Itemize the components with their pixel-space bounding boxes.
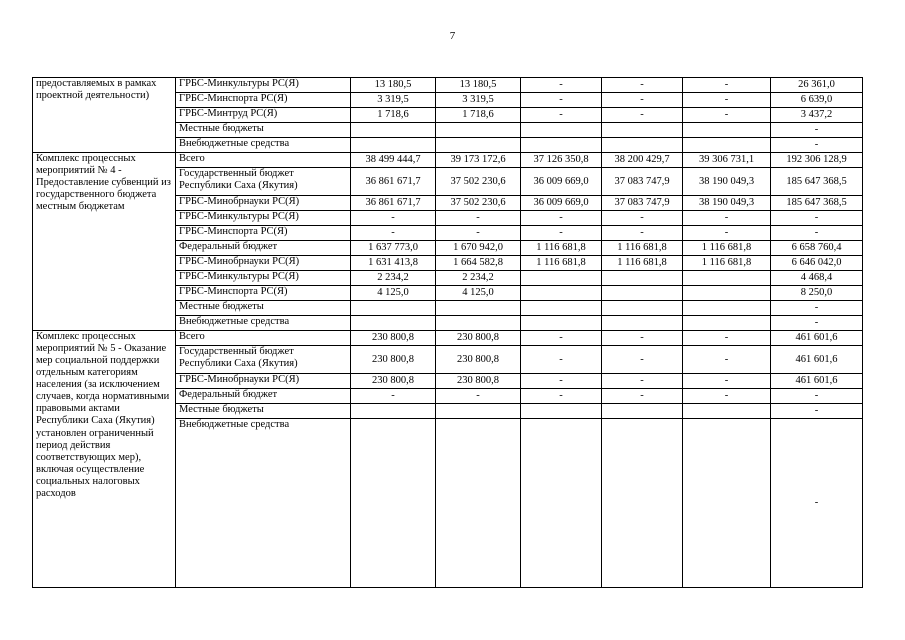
- funding-source-cell: Федеральный бюджет: [176, 241, 351, 256]
- year-value-cell: 230 800,8: [351, 331, 436, 346]
- year-value-cell: -: [683, 226, 771, 241]
- funding-source-cell: ГРБС-Минобрнауки РС(Я): [176, 196, 351, 211]
- year-value-cell: 1 718,6: [436, 108, 521, 123]
- year-value-cell: [602, 404, 683, 419]
- year-value-cell: [683, 138, 771, 153]
- year-value-cell: -: [351, 226, 436, 241]
- year-value-cell: [602, 123, 683, 138]
- year-value-cell: 13 180,5: [436, 78, 521, 93]
- year-value-cell: [683, 123, 771, 138]
- table-row: [33, 153, 863, 168]
- year-value-cell: [436, 419, 521, 588]
- year-value-cell: 36 861 671,7: [351, 168, 436, 196]
- year-value-cell: -: [521, 389, 602, 404]
- total-value-cell: 6 639,0: [771, 93, 863, 108]
- year-value-cell: 230 800,8: [351, 346, 436, 374]
- year-value-cell: [683, 301, 771, 316]
- year-value-cell: 1 116 681,8: [683, 256, 771, 271]
- year-value-cell: [602, 271, 683, 286]
- year-value-cell: 1 631 413,8: [351, 256, 436, 271]
- funding-source-cell: ГРБС-Минспорта РС(Я): [176, 93, 351, 108]
- year-value-cell: 230 800,8: [351, 374, 436, 389]
- year-value-cell: -: [521, 331, 602, 346]
- year-value-cell: -: [683, 389, 771, 404]
- funding-source-cell: Всего: [176, 331, 351, 346]
- year-value-cell: [521, 138, 602, 153]
- year-value-cell: -: [521, 93, 602, 108]
- funding-source-cell: ГРБС-Минобрнауки РС(Я): [176, 374, 351, 389]
- year-value-cell: [521, 286, 602, 301]
- year-value-cell: [602, 138, 683, 153]
- year-value-cell: [521, 271, 602, 286]
- funding-source-cell: Всего: [176, 153, 351, 168]
- program-name-cell: предоставляемых в рамках проектной деятельности): [33, 78, 176, 153]
- year-value-cell: 4 125,0: [351, 286, 436, 301]
- year-value-cell: 230 800,8: [436, 374, 521, 389]
- total-value-cell: -: [771, 419, 863, 588]
- year-value-cell: 38 200 429,7: [602, 153, 683, 168]
- year-value-cell: -: [683, 93, 771, 108]
- year-value-cell: 1 116 681,8: [602, 241, 683, 256]
- year-value-cell: 37 126 350,8: [521, 153, 602, 168]
- funding-source-cell: ГРБС-Минкультуры РС(Я): [176, 271, 351, 286]
- total-value-cell: 4 468,4: [771, 271, 863, 286]
- year-value-cell: -: [351, 211, 436, 226]
- year-value-cell: -: [602, 211, 683, 226]
- year-value-cell: -: [521, 346, 602, 374]
- funding-source-cell: Внебюджетные средства: [176, 419, 351, 588]
- year-value-cell: 37 083 747,9: [602, 168, 683, 196]
- year-value-cell: 36 009 669,0: [521, 196, 602, 211]
- year-value-cell: 1 718,6: [351, 108, 436, 123]
- year-value-cell: [683, 404, 771, 419]
- funding-source-cell: Местные бюджеты: [176, 123, 351, 138]
- budget-table: [32, 77, 863, 588]
- year-value-cell: -: [683, 78, 771, 93]
- year-value-cell: -: [683, 211, 771, 226]
- year-value-cell: 1 116 681,8: [521, 241, 602, 256]
- year-value-cell: [351, 138, 436, 153]
- year-value-cell: [683, 419, 771, 588]
- year-value-cell: -: [436, 211, 521, 226]
- year-value-cell: 3 319,5: [351, 93, 436, 108]
- year-value-cell: 1 116 681,8: [521, 256, 602, 271]
- year-value-cell: -: [683, 331, 771, 346]
- year-value-cell: [683, 286, 771, 301]
- year-value-cell: [351, 404, 436, 419]
- year-value-cell: [351, 301, 436, 316]
- year-value-cell: 230 800,8: [436, 346, 521, 374]
- funding-source-cell: Внебюджетные средства: [176, 316, 351, 331]
- year-value-cell: 4 125,0: [436, 286, 521, 301]
- total-value-cell: 192 306 128,9: [771, 153, 863, 168]
- year-value-cell: [436, 301, 521, 316]
- year-value-cell: [351, 316, 436, 331]
- year-value-cell: [521, 123, 602, 138]
- year-value-cell: 39 306 731,1: [683, 153, 771, 168]
- total-value-cell: 6 658 760,4: [771, 241, 863, 256]
- year-value-cell: -: [683, 346, 771, 374]
- funding-source-cell: Внебюджетные средства: [176, 138, 351, 153]
- year-value-cell: [521, 404, 602, 419]
- year-value-cell: -: [351, 389, 436, 404]
- year-value-cell: 38 190 049,3: [683, 196, 771, 211]
- year-value-cell: 36 861 671,7: [351, 196, 436, 211]
- year-value-cell: 37 502 230,6: [436, 168, 521, 196]
- year-value-cell: [602, 316, 683, 331]
- year-value-cell: [351, 419, 436, 588]
- funding-source-cell: ГРБС-Минспорта РС(Я): [176, 226, 351, 241]
- year-value-cell: -: [521, 78, 602, 93]
- total-value-cell: 461 601,6: [771, 331, 863, 346]
- year-value-cell: [602, 301, 683, 316]
- total-value-cell: -: [771, 316, 863, 331]
- year-value-cell: 1 116 681,8: [602, 256, 683, 271]
- year-value-cell: -: [602, 226, 683, 241]
- total-value-cell: 461 601,6: [771, 374, 863, 389]
- year-value-cell: 1 637 773,0: [351, 241, 436, 256]
- year-value-cell: 13 180,5: [351, 78, 436, 93]
- funding-source-cell: Местные бюджеты: [176, 404, 351, 419]
- year-value-cell: -: [683, 108, 771, 123]
- year-value-cell: 39 173 172,6: [436, 153, 521, 168]
- year-value-cell: [602, 286, 683, 301]
- total-value-cell: 185 647 368,5: [771, 196, 863, 211]
- funding-source-cell: Местные бюджеты: [176, 301, 351, 316]
- total-value-cell: -: [771, 389, 863, 404]
- year-value-cell: 37 502 230,6: [436, 196, 521, 211]
- year-value-cell: [436, 123, 521, 138]
- funding-source-cell: ГРБС-Минобрнауки РС(Я): [176, 256, 351, 271]
- funding-source-cell: Государственный бюджет Республики Саха (Якутия): [176, 168, 351, 196]
- year-value-cell: 37 083 747,9: [602, 196, 683, 211]
- table-row: [33, 331, 863, 346]
- year-value-cell: -: [683, 374, 771, 389]
- total-value-cell: -: [771, 138, 863, 153]
- year-value-cell: [436, 404, 521, 419]
- year-value-cell: [351, 123, 436, 138]
- year-value-cell: -: [602, 331, 683, 346]
- total-value-cell: -: [771, 123, 863, 138]
- year-value-cell: 38 499 444,7: [351, 153, 436, 168]
- year-value-cell: -: [602, 389, 683, 404]
- year-value-cell: 1 664 582,8: [436, 256, 521, 271]
- page-number: 7: [449, 30, 456, 42]
- funding-source-cell: ГРБС-Минкультуры РС(Я): [176, 211, 351, 226]
- funding-source-cell: Государственный бюджет Республики Саха (Якутия): [176, 346, 351, 374]
- year-value-cell: 36 009 669,0: [521, 168, 602, 196]
- total-value-cell: 461 601,6: [771, 346, 863, 374]
- year-value-cell: [602, 419, 683, 588]
- year-value-cell: 1 116 681,8: [683, 241, 771, 256]
- year-value-cell: -: [436, 226, 521, 241]
- year-value-cell: 38 190 049,3: [683, 168, 771, 196]
- year-value-cell: -: [521, 108, 602, 123]
- year-value-cell: -: [521, 211, 602, 226]
- total-value-cell: 26 361,0: [771, 78, 863, 93]
- year-value-cell: -: [602, 93, 683, 108]
- year-value-cell: -: [602, 346, 683, 374]
- table-row: [33, 78, 863, 93]
- year-value-cell: 2 234,2: [351, 271, 436, 286]
- total-value-cell: 6 646 042,0: [771, 256, 863, 271]
- total-value-cell: 3 437,2: [771, 108, 863, 123]
- funding-source-cell: Федеральный бюджет: [176, 389, 351, 404]
- year-value-cell: -: [602, 78, 683, 93]
- year-value-cell: -: [521, 374, 602, 389]
- year-value-cell: 2 234,2: [436, 271, 521, 286]
- year-value-cell: [521, 419, 602, 588]
- year-value-cell: -: [602, 374, 683, 389]
- total-value-cell: -: [771, 211, 863, 226]
- year-value-cell: 3 319,5: [436, 93, 521, 108]
- year-value-cell: [436, 316, 521, 331]
- year-value-cell: [436, 138, 521, 153]
- program-name-cell: Комплекс процессных мероприятий № 5 - Оказание мер социальной поддержки отдельным категориям населения (за исключением случаев, когда нормативными правовыми актами Республики Саха (Якутия) установлен ограниченный период действия соответствующих мер), включая осуществление социальных налоговых расходов: [33, 331, 176, 588]
- budget-table-body: [33, 78, 863, 588]
- year-value-cell: [521, 301, 602, 316]
- funding-source-cell: ГРБС-Минтруд РС(Я): [176, 108, 351, 123]
- total-value-cell: 8 250,0: [771, 286, 863, 301]
- total-value-cell: 185 647 368,5: [771, 168, 863, 196]
- year-value-cell: [683, 316, 771, 331]
- program-name-cell: Комплекс процессных мероприятий № 4 - Предоставление субвенций из государственного бюджета местным бюджетам: [33, 153, 176, 331]
- year-value-cell: -: [521, 226, 602, 241]
- total-value-cell: -: [771, 301, 863, 316]
- year-value-cell: [521, 316, 602, 331]
- year-value-cell: 230 800,8: [436, 331, 521, 346]
- funding-source-cell: ГРБС-Минкультуры РС(Я): [176, 78, 351, 93]
- total-value-cell: -: [771, 404, 863, 419]
- funding-source-cell: ГРБС-Минспорта РС(Я): [176, 286, 351, 301]
- year-value-cell: -: [602, 108, 683, 123]
- year-value-cell: -: [436, 389, 521, 404]
- year-value-cell: 1 670 942,0: [436, 241, 521, 256]
- year-value-cell: [683, 271, 771, 286]
- total-value-cell: -: [771, 226, 863, 241]
